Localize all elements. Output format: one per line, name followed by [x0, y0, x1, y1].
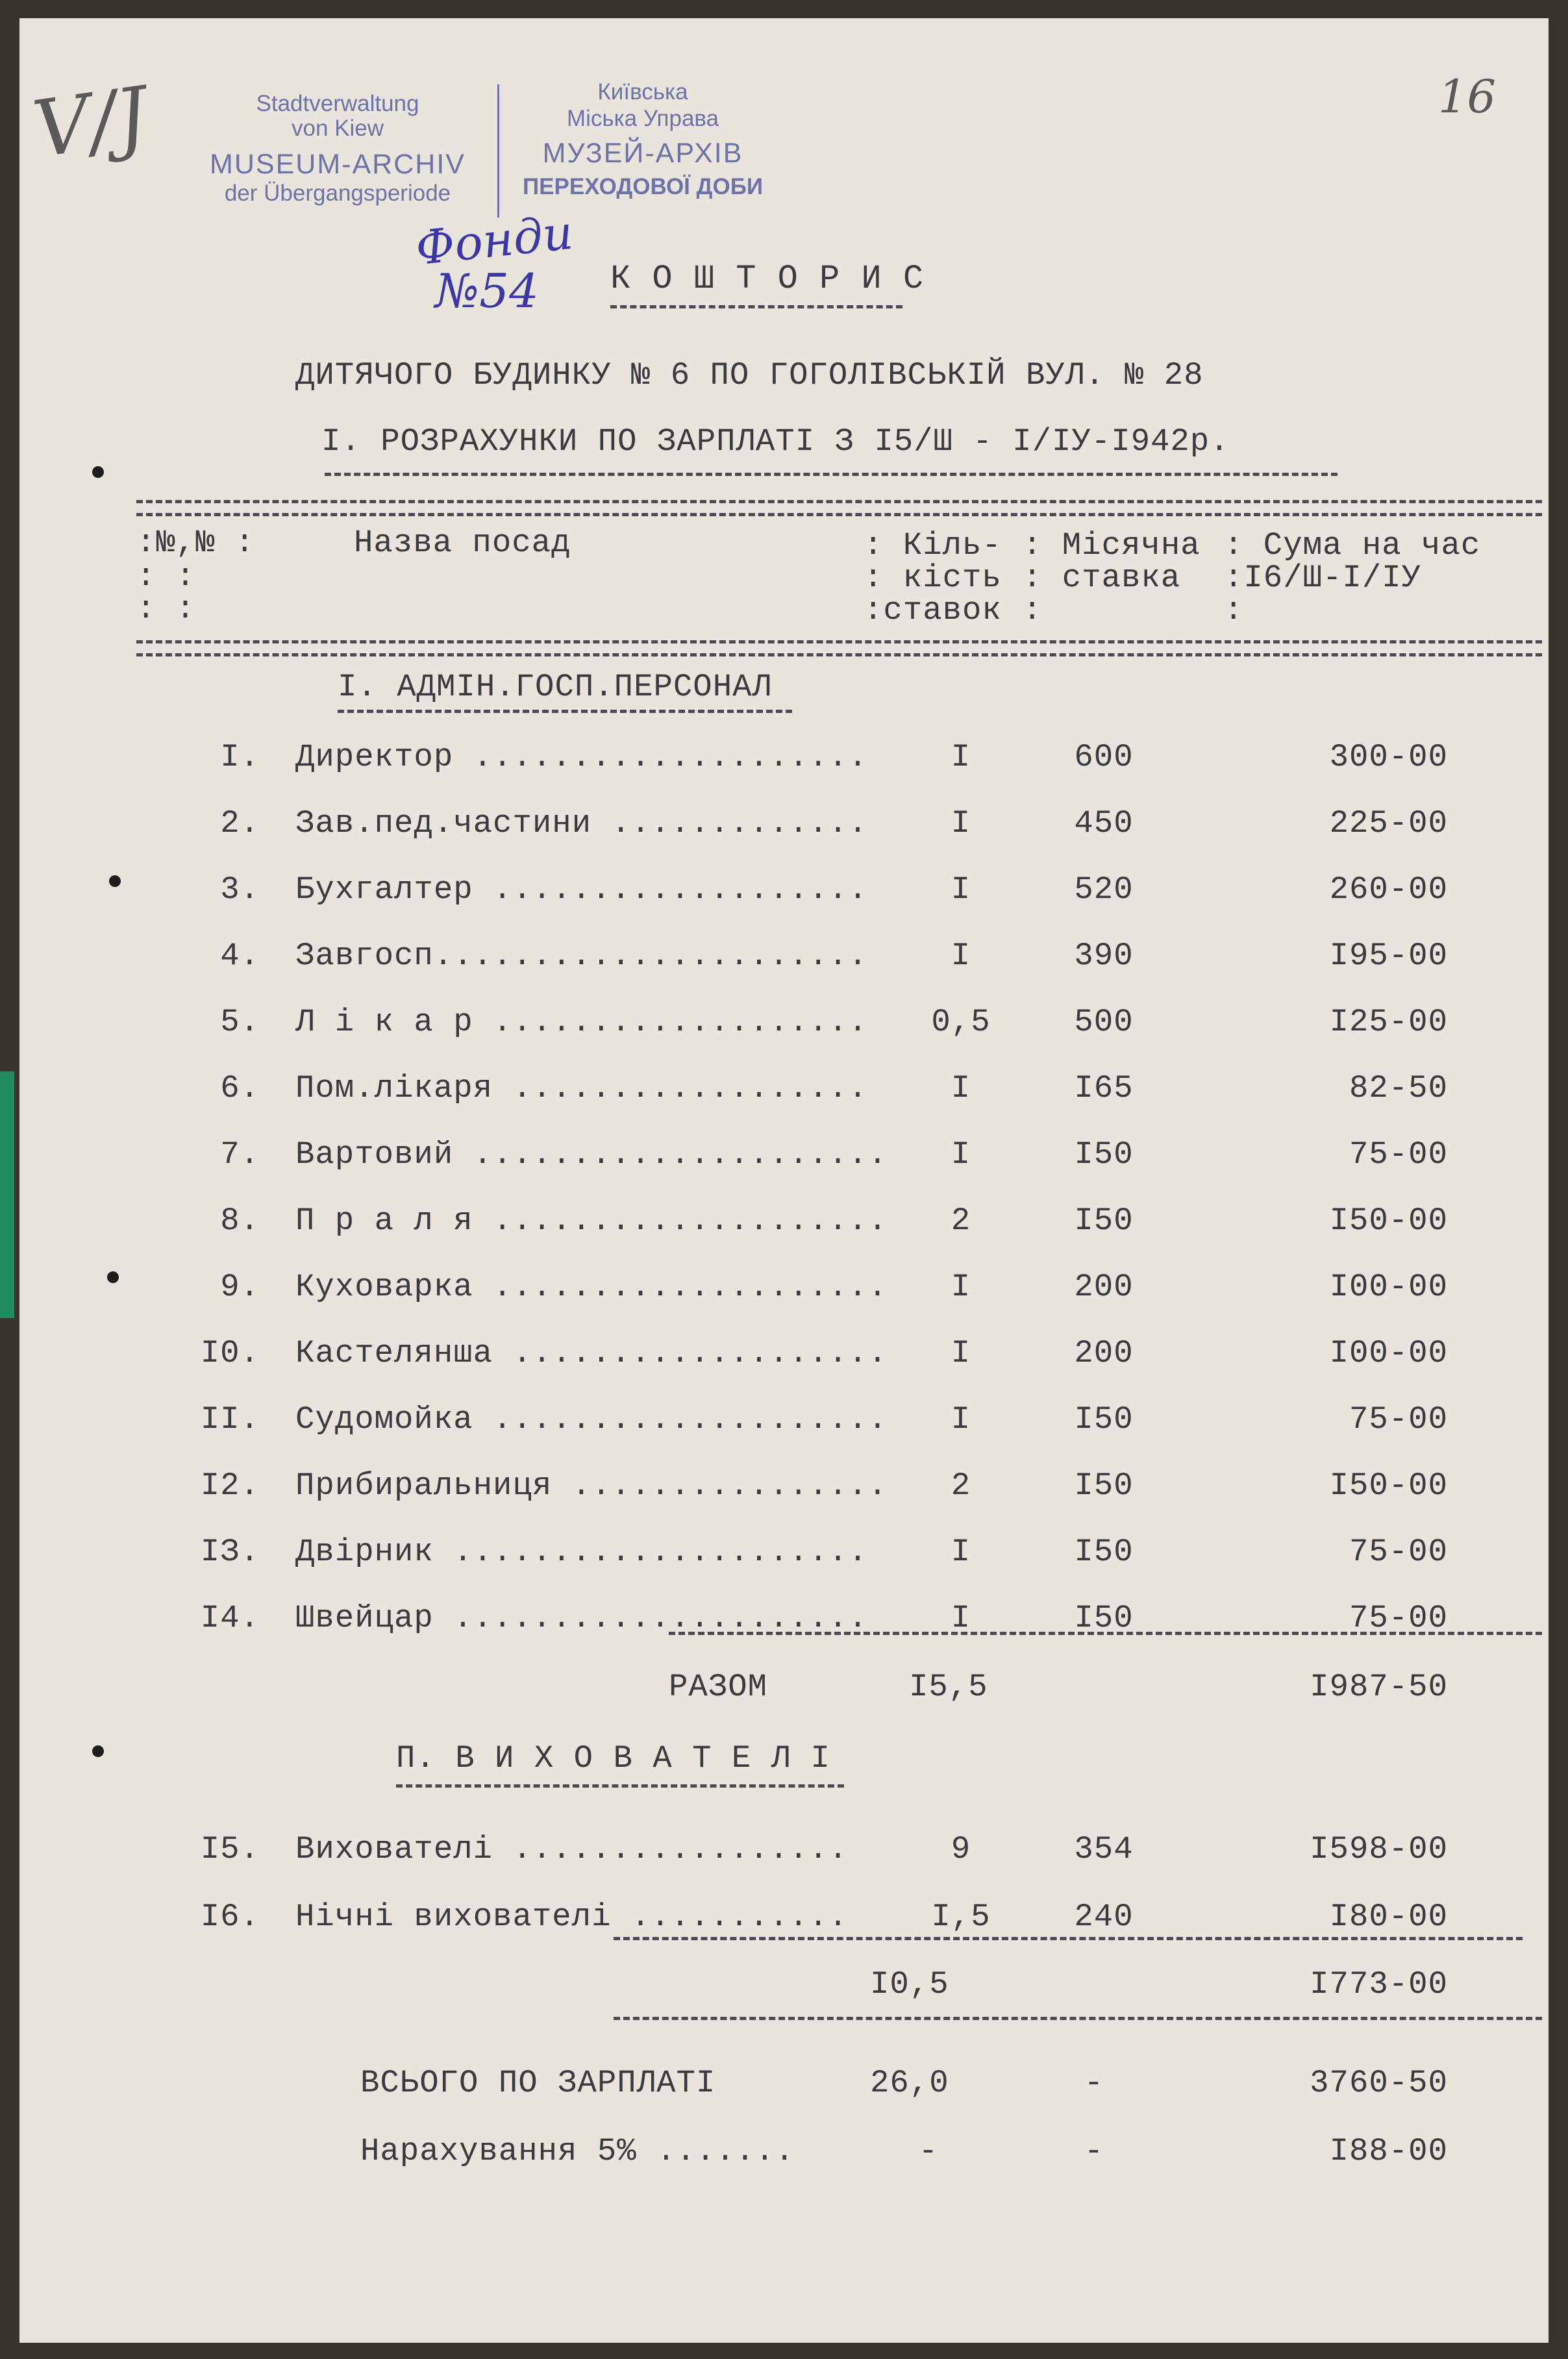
accrual-label: Нарахування 5% .......: [360, 2133, 795, 2169]
row-monthly-rate: І50: [1074, 1534, 1134, 1570]
row-sum: 300-00: [1329, 739, 1448, 775]
row-position-name: Швейцар .....................: [295, 1600, 868, 1636]
row-monthly-rate: 200: [1074, 1269, 1134, 1305]
accrual-sum: І88-00: [1329, 2133, 1448, 2169]
row-monthly-rate: І50: [1074, 1401, 1134, 1438]
grand-total-rate: -: [1084, 2065, 1104, 2101]
stamp-line: der Übergangsperiode: [224, 181, 451, 206]
row-monthly-rate: І50: [1074, 1136, 1134, 1173]
stamp-line: Міська Управа: [566, 106, 719, 131]
row-number: 6.: [220, 1070, 260, 1106]
row-position-name: Прибиральниця ................: [295, 1467, 888, 1504]
row-sum: І00-00: [1329, 1335, 1448, 1371]
row-quantity: І: [951, 938, 971, 974]
row-sum: І80-00: [1329, 1899, 1448, 1935]
heading-underline: [325, 473, 1338, 476]
group-title: П. В И Х О В А Т Е Л І: [396, 1740, 830, 1777]
row-number: І5.: [200, 1831, 260, 1867]
binder-hole: [107, 1271, 119, 1283]
stamp-divider: [497, 84, 499, 218]
row-sum: 75-00: [1349, 1600, 1448, 1636]
row-quantity: 9: [951, 1831, 971, 1867]
row-number: 9.: [220, 1269, 260, 1305]
row-sum: 75-00: [1349, 1534, 1448, 1570]
row-sum: І50-00: [1329, 1203, 1448, 1239]
row-quantity: 2: [951, 1467, 971, 1504]
row-position-name: Бухгалтер ...................: [295, 871, 868, 908]
header-col-no: : :: [136, 558, 196, 595]
row-number: 4.: [220, 938, 260, 974]
header-top-rule: [136, 500, 1542, 503]
header-col-no: : :: [136, 591, 196, 627]
pencil-mark: V/J: [28, 70, 154, 176]
header-top-rule: [136, 513, 1542, 516]
title-underline: [610, 305, 902, 308]
binder-hole: [92, 466, 104, 478]
group-title-underline: [396, 1784, 844, 1788]
header-col-sum: :: [1224, 592, 1244, 629]
row-quantity: І: [951, 1600, 971, 1636]
row-monthly-rate: 500: [1074, 1004, 1134, 1040]
subtotal-label: РАЗОМ: [669, 1669, 768, 1705]
row-number: І4.: [200, 1600, 260, 1636]
row-number: 5.: [220, 1004, 260, 1040]
grand-total-sum: 3760-50: [1310, 2065, 1448, 2101]
row-monthly-rate: І50: [1074, 1600, 1134, 1636]
row-sum: І598-00: [1310, 1831, 1448, 1867]
section-heading: І. РОЗРАХУНКИ ПО ЗАРПЛАТІ З І5/Ш - І/ІУ-І942р.: [321, 423, 1230, 460]
row-position-name: Л і к а р ...................: [295, 1004, 868, 1040]
row-quantity: І: [951, 1534, 971, 1570]
grand-total-label: ВСЬОГО ПО ЗАРПЛАТІ: [360, 2065, 716, 2101]
row-monthly-rate: І65: [1074, 1070, 1134, 1106]
row-quantity: І: [951, 1401, 971, 1438]
stamp-line: von Kiew: [291, 116, 384, 141]
binder-edge: [0, 1071, 14, 1318]
header-col-qty: : кість: [864, 560, 1002, 596]
row-monthly-rate: 390: [1074, 938, 1134, 974]
header-col-name: Назва посад: [354, 525, 571, 561]
group-title: І. АДМІН.ГОСП.ПЕРСОНАЛ: [338, 669, 772, 705]
row-sum: 82-50: [1349, 1070, 1448, 1106]
stamp-line: Київська: [597, 79, 688, 105]
row-sum: 260-00: [1329, 871, 1448, 908]
header-bottom-rule: [136, 653, 1542, 656]
row-position-name: Двірник .....................: [295, 1534, 868, 1570]
fond-number: №54: [435, 264, 539, 318]
subtotal-rule: [614, 1937, 1523, 1940]
header-col-sum: :І6/Ш-І/ІУ: [1224, 560, 1422, 596]
row-position-name: Зав.пед.частини .............: [295, 805, 868, 842]
row-sum: 75-00: [1349, 1401, 1448, 1438]
row-quantity: І: [951, 739, 971, 775]
row-monthly-rate: 450: [1074, 805, 1134, 842]
row-sum: І50-00: [1329, 1467, 1448, 1504]
row-sum: І95-00: [1329, 938, 1448, 974]
row-position-name: Вартовий .....................: [295, 1136, 888, 1173]
row-number: 7.: [220, 1136, 260, 1173]
stamp-line: MUSEUM-ARCHIV: [210, 149, 466, 180]
row-quantity: І,5: [931, 1899, 991, 1935]
header-col-qty: :ставок: [864, 592, 1002, 629]
accrual-rate: -: [1084, 2133, 1104, 2169]
row-number: 8.: [220, 1203, 260, 1239]
row-position-name: Вихователі .................: [295, 1831, 849, 1867]
stamp-line: Stadtverwaltung: [256, 91, 419, 116]
header-col-no: :№,№ :: [136, 525, 255, 561]
row-sum: 225-00: [1329, 805, 1448, 842]
header-col-sum: : Сума на час: [1224, 527, 1481, 564]
grand-total-qty: 26,0: [870, 2065, 949, 2101]
row-quantity: І: [951, 871, 971, 908]
row-position-name: Пом.лікаря ..................: [295, 1070, 868, 1106]
subtotal-rule: [669, 1632, 1542, 1635]
row-monthly-rate: 520: [1074, 871, 1134, 908]
row-quantity: 2: [951, 1203, 971, 1239]
subtotal-sum: І987-50: [1310, 1669, 1448, 1705]
row-sum: І00-00: [1329, 1269, 1448, 1305]
total-rule: [614, 2017, 1542, 2020]
row-position-name: Судомойка ....................: [295, 1401, 888, 1438]
header-col-qty: : Кіль-: [864, 527, 1002, 564]
row-number: І2.: [200, 1467, 260, 1504]
row-monthly-rate: І50: [1074, 1203, 1134, 1239]
row-monthly-rate: 240: [1074, 1899, 1134, 1935]
row-position-name: Нічні вихователі ...........: [295, 1899, 849, 1935]
subtotal-sum: І773-00: [1310, 1966, 1448, 2003]
row-quantity: І: [951, 1070, 971, 1106]
document-page: [19, 18, 1549, 2343]
row-quantity: І: [951, 1269, 971, 1305]
header-col-rate: : Місячна: [1023, 527, 1201, 564]
row-quantity: 0,5: [931, 1004, 991, 1040]
page-number: 16: [1438, 70, 1497, 123]
row-quantity: І: [951, 1335, 971, 1371]
group-title-underline: [338, 710, 792, 713]
row-quantity: І: [951, 805, 971, 842]
stamp-line: ПЕРЕХОДОВОЇ ДОБИ: [522, 174, 764, 199]
row-position-name: Кастелянша ...................: [295, 1335, 888, 1371]
row-sum: 75-00: [1349, 1136, 1448, 1173]
row-number: ІЗ.: [200, 1534, 260, 1570]
header-col-rate: :: [1023, 592, 1043, 629]
accrual-qty: -: [918, 2133, 939, 2169]
subtotal-qty: І5,5: [909, 1669, 988, 1705]
header-bottom-rule: [136, 640, 1542, 643]
row-position-name: Директор ....................: [295, 739, 868, 775]
document-title: К О Ш Т О Р И С: [610, 260, 925, 298]
row-position-name: Завгосп......................: [295, 938, 868, 974]
stamp-line: МУЗЕЙ-АРХІВ: [542, 138, 743, 169]
row-monthly-rate: І50: [1074, 1467, 1134, 1504]
fond-label: Фонди: [413, 205, 576, 276]
row-number: 2.: [220, 805, 260, 842]
row-number: І6.: [200, 1899, 260, 1935]
row-position-name: Куховарка ....................: [295, 1269, 888, 1305]
row-position-name: П р а л я ....................: [295, 1203, 888, 1239]
row-quantity: І: [951, 1136, 971, 1173]
row-number: І.: [220, 739, 260, 775]
row-number: І0.: [200, 1335, 260, 1371]
row-number: ІІ.: [200, 1401, 260, 1438]
binder-hole: [92, 1745, 104, 1757]
row-number: 3.: [220, 871, 260, 908]
document-subtitle: ДИТЯЧОГО БУДИНКУ № 6 ПО ГОГОЛІВСЬКІЙ ВУЛ. № 28: [295, 357, 1204, 393]
subtotal-qty: І0,5: [870, 1966, 949, 2003]
binder-hole: [109, 875, 121, 887]
header-col-rate: : ставка: [1023, 560, 1181, 596]
row-monthly-rate: 200: [1074, 1335, 1134, 1371]
row-monthly-rate: 600: [1074, 739, 1134, 775]
row-sum: І25-00: [1329, 1004, 1448, 1040]
row-monthly-rate: 354: [1074, 1831, 1134, 1867]
